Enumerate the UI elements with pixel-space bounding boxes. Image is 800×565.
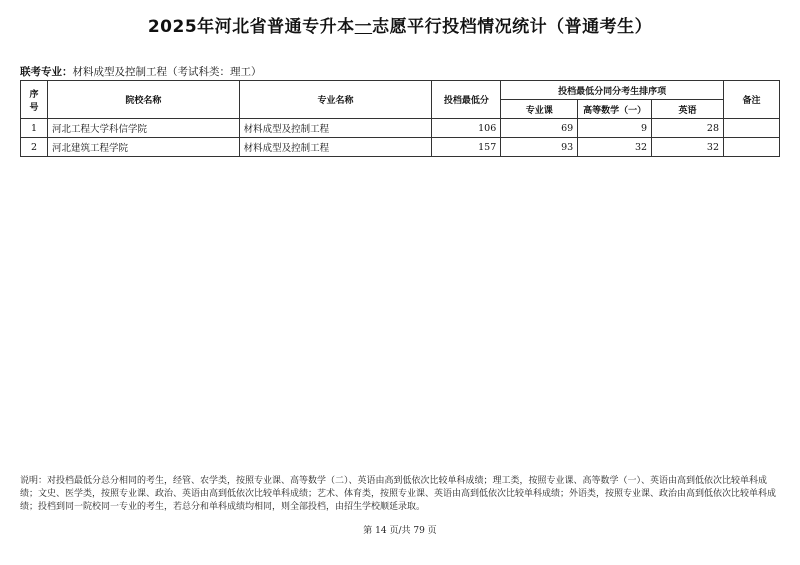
table-row [21, 119, 780, 138]
header-rank-group: 投档最低分同分考生排序项 [501, 81, 724, 100]
cell-sub-english: 28 [652, 119, 724, 138]
cell-min-score: 106 [432, 119, 501, 138]
cell-index: 2 [21, 138, 48, 157]
page-number: 第 14 页/共 79 页 [363, 526, 437, 536]
cell-remark [724, 119, 780, 138]
header-remark: 备注 [724, 81, 780, 119]
cell-school: 河北工程大学科信学院 [47, 119, 239, 138]
table-row [21, 138, 780, 157]
page-title: 2025年河北省普通专升本一志愿平行投档情况统计（普通考生） [147, 17, 653, 37]
major-line [20, 64, 262, 79]
cell-sub-major: 69 [501, 119, 578, 138]
title-underlined-text: 一 [354, 17, 373, 37]
cell-min-score: 157 [432, 138, 501, 157]
cell-sub-math: 9 [578, 119, 652, 138]
header-sub-math: 高等数学（一） [578, 100, 652, 119]
cell-major: 材料成型及控制工程 [239, 119, 432, 138]
header-sub-english: 英语 [652, 100, 724, 119]
cell-sub-major: 93 [501, 138, 578, 157]
cell-sub-english: 32 [652, 138, 724, 157]
cell-remark [724, 138, 780, 157]
admission-table [20, 80, 780, 157]
major-value: 材料成型及控制工程（考试科类：理工） [72, 66, 262, 78]
header-major: 专业名称 [239, 81, 432, 119]
header-min-score: 投档最低分 [432, 81, 501, 119]
cell-school: 河北建筑工程学院 [47, 138, 239, 157]
header-index: 序号 [21, 81, 48, 119]
major-label: 联考专业： [20, 66, 73, 78]
cell-sub-math: 32 [578, 138, 652, 157]
header-sub-major: 专业课 [501, 100, 578, 119]
cell-index: 1 [21, 119, 48, 138]
explanation-notes: 说明：对投档最低分总分相同的考生，经管、农学类，按照专业课、高等数学（二）、英语由高到低依次比较单科成绩；理工类，按照专业课、高等数学（一）、英语由高到低依次比较单科成绩；文史、医学类，按照专业课、政治、英语由高到低依次比较单科成绩；艺术、体育类，按照专业课、英语由高到低依次比较单科成绩；外语类，按照专业课、政治由高到低依次比较单科成绩；投档到同一院校同一专业的考生，若总分和单科成绩均相同，则全部投档，由招生学校顺延录取。 [20, 476, 777, 512]
header-school: 院校名称 [47, 81, 239, 119]
cell-major: 材料成型及控制工程 [239, 138, 432, 157]
